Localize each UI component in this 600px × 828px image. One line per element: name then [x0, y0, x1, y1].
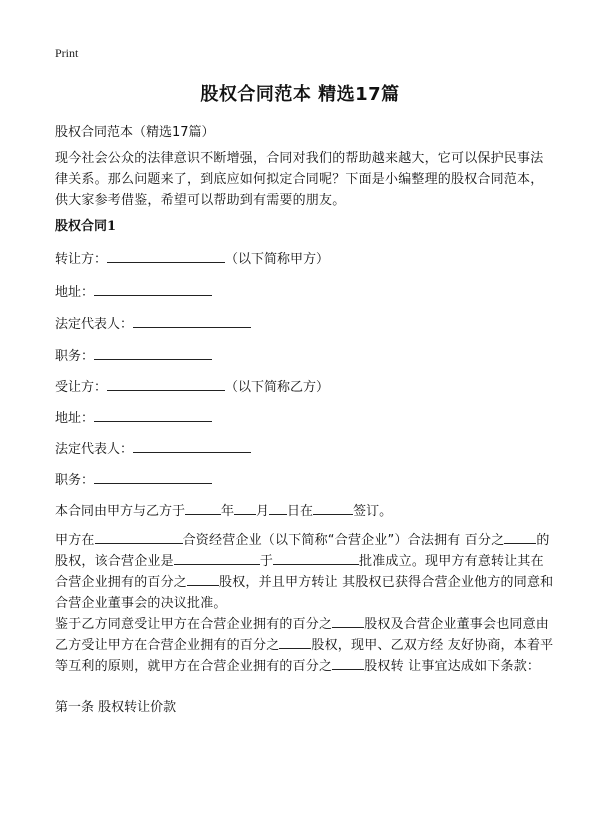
intro-paragraph: 现今社会公众的法律意识不断增强，合同对我们的帮助越来越大，它可以保护民事法律关系。那么问题来了，到底应如何拟定合同呢？下面是小编整理的股权合同范本，供大家参考借鉴，希望可以帮助到有需要的朋友。	[55, 151, 544, 208]
signing-line	[55, 500, 392, 519]
p2-blank-3[interactable]	[332, 657, 364, 670]
signing-text-2: 年	[221, 504, 235, 519]
p2-text-a: 鉴于乙方同意受让甲方在合营企业拥有的百分之	[55, 617, 333, 632]
legal-rep1-row	[55, 313, 251, 332]
p1-text-c: 的股权，该合营企业是	[55, 533, 550, 569]
address2-label: 地址：	[55, 411, 95, 426]
clause-heading: 第一条 股权转让价款	[55, 700, 177, 715]
p1-text-a: 甲方在	[55, 533, 95, 548]
signing-text-1: 本合同由甲方与乙方于	[55, 504, 186, 519]
position2-blank[interactable]	[94, 470, 212, 484]
transfer-paragraph-1	[55, 530, 555, 614]
page-title: 股权合同范本 精选17篇	[200, 84, 400, 105]
p1-blank-2[interactable]	[504, 531, 536, 544]
p1-text-d: 于	[259, 554, 274, 569]
signing-text-5: 签订。	[353, 504, 393, 519]
p1-text-e: 批准成立。现甲方有意转让其在合营企业拥有的百分之	[55, 554, 544, 590]
legal-rep2-blank[interactable]	[133, 439, 251, 453]
transferee-note: （以下简称乙方）	[225, 380, 330, 395]
p2-text-c: 股权，现甲、乙双方经 友好协商，本着平等互利的原则，就甲方在合营企业拥有的百分之	[55, 638, 554, 674]
print-link[interactable]: Print	[55, 46, 79, 60]
position2-label: 职务：	[55, 473, 95, 488]
signing-day-blank[interactable]	[269, 502, 287, 515]
signing-year-blank[interactable]	[185, 502, 221, 515]
position1-blank[interactable]	[94, 346, 212, 360]
position2-row	[55, 469, 212, 488]
transferee-blank[interactable]	[107, 377, 225, 391]
p1-blank-4[interactable]	[273, 552, 359, 565]
address2-blank[interactable]	[94, 408, 212, 422]
address1-label: 地址：	[55, 285, 95, 300]
p2-blank-2[interactable]	[279, 636, 311, 649]
signing-text-4: 日在	[287, 504, 314, 519]
transferee-label: 受让方：	[55, 380, 108, 395]
transferor-label: 转让方：	[55, 252, 108, 267]
legal-rep2-label: 法定代表人：	[55, 442, 134, 457]
p2-text-d: 股权转 让事宜达成如下条款：	[364, 659, 541, 674]
p1-blank-3[interactable]	[174, 552, 260, 565]
address1-row	[55, 281, 212, 300]
p1-text-b: 合资经营企业（以下简称“合营企业”）合法拥有 百分之	[182, 533, 505, 548]
transferor-blank[interactable]	[107, 249, 225, 263]
signing-month-blank[interactable]	[234, 502, 256, 515]
legal-rep2-row	[55, 438, 251, 457]
transfer-paragraph-2	[55, 614, 555, 677]
section-heading: 股权合同1	[55, 219, 117, 234]
legal-rep1-blank[interactable]	[133, 314, 251, 328]
address2-row	[55, 407, 212, 426]
transferor-row	[55, 248, 329, 267]
p1-text-f: 股权，并且甲方转让 其股权已获得合营企业他方的同意和合营企业董事会的决议批准。	[55, 575, 554, 611]
signing-text-3: 月	[256, 504, 270, 519]
legal-rep1-label: 法定代表人：	[55, 317, 134, 332]
p2-blank-1[interactable]	[332, 615, 364, 628]
address1-blank[interactable]	[94, 282, 212, 296]
p2-text-b: 股权及合营企业董事会也同意由乙方受让甲方在合营企业拥有的百分之	[55, 617, 550, 653]
p1-blank-1[interactable]	[95, 531, 183, 544]
document-subtitle: 股权合同范本（精选17篇）	[55, 125, 215, 140]
transferee-row	[55, 376, 329, 395]
transferor-note: （以下简称甲方）	[225, 252, 330, 267]
position1-row	[55, 345, 212, 364]
signing-place-blank[interactable]	[313, 502, 353, 515]
p1-blank-5[interactable]	[187, 573, 219, 586]
position1-label: 职务：	[55, 349, 95, 364]
